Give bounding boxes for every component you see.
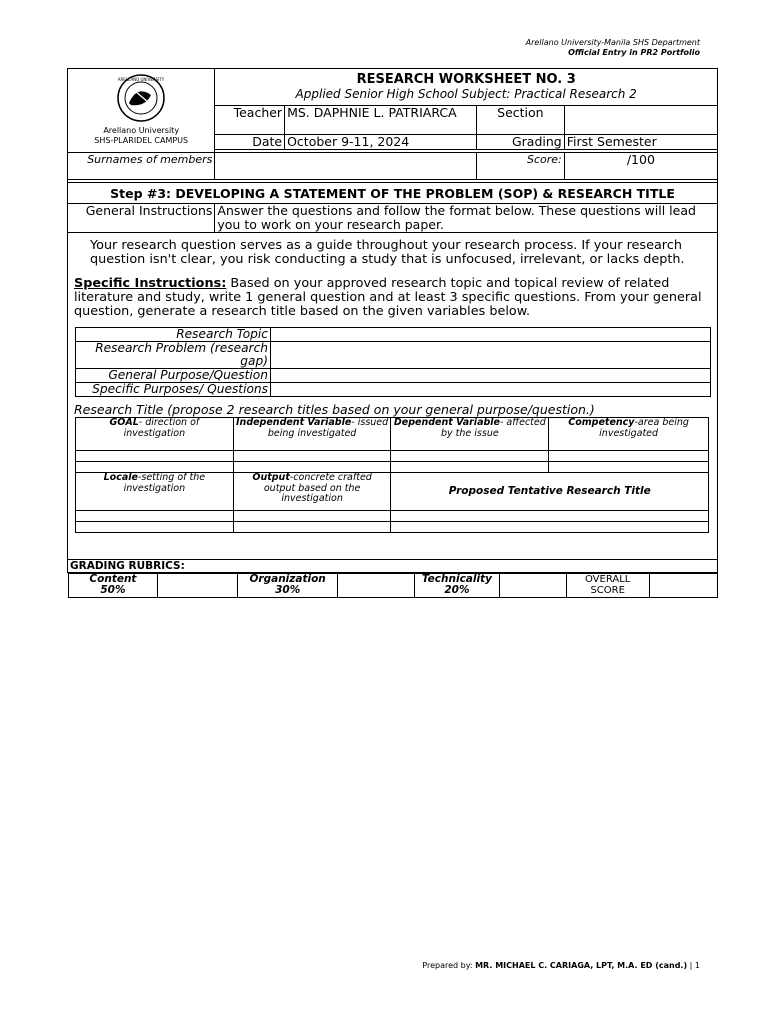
specific-instructions — [74, 277, 711, 319]
proposed-title-field-1[interactable] — [391, 511, 709, 522]
section-label: Section — [477, 106, 565, 135]
research-topic-field[interactable] — [271, 328, 711, 342]
grading-label: Grading — [477, 135, 565, 150]
table-row — [76, 369, 711, 383]
general-purpose-label: General Purpose/Question — [76, 369, 271, 383]
date-label: Date — [215, 135, 285, 150]
surnames-label: Surnames of members — [68, 153, 215, 180]
iv-field-1[interactable] — [233, 451, 391, 462]
table-row — [76, 328, 711, 342]
dv-field-2[interactable] — [391, 462, 549, 473]
grading-value: First Semester — [564, 135, 717, 150]
surnames-field[interactable] — [215, 153, 477, 180]
proposed-title-field-2[interactable] — [391, 522, 709, 533]
general-instructions-label: General Instructions — [68, 204, 215, 233]
output-header: Output-concrete crafted output based on the investigation — [233, 473, 391, 511]
general-instructions-text: Answer the questions and follow the format below. These questions will lead you to work on your research paper. — [215, 204, 718, 233]
worksheet-subtitle: Applied Senior High School Subject: Practical Research 2 — [295, 87, 637, 101]
score-label: Score: — [477, 153, 565, 180]
worksheet-title: RESEARCH WORKSHEET NO. 3 — [356, 72, 576, 87]
variables-grid — [75, 417, 709, 533]
content-criterion: Content 50% — [68, 574, 158, 598]
table-row — [76, 342, 711, 369]
logo-name-2: SHS-PLARIDEL CAMPUS — [94, 136, 189, 145]
research-problem-field[interactable] — [271, 342, 711, 369]
dv-field-1[interactable] — [391, 451, 549, 462]
research-title-label: Research Title (propose 2 research titles based on your general purpose/question.) — [74, 402, 595, 417]
specific-purposes-field[interactable] — [271, 383, 711, 397]
score-value[interactable]: /100 — [564, 153, 717, 180]
technicality-score-field[interactable] — [499, 574, 566, 598]
teacher-value: MS. DAPHNIE L. PATRIARCA — [285, 106, 477, 135]
organization-score-field[interactable] — [338, 574, 415, 598]
independent-variable-header: Independent Variable- issued being investigated — [233, 418, 391, 451]
output-field-2[interactable] — [233, 522, 391, 533]
general-purpose-field[interactable] — [271, 369, 711, 383]
goal-header: GOAL- direction of investigation — [76, 418, 234, 451]
title-cell — [215, 69, 718, 106]
teacher-label: Teacher — [215, 106, 285, 135]
page-header — [526, 38, 700, 58]
specific-instructions-text: Based on your approved research topic and topical review of related literature and study, write 1 general question and at least 3 specific questions. From your general question, generate a research title based on the given variables below. — [74, 276, 702, 319]
seal-text: ARELLANO UNIVERSITY — [117, 77, 165, 82]
section-value[interactable] — [564, 106, 717, 135]
output-field-1[interactable] — [233, 511, 391, 522]
worksheet-body — [68, 233, 718, 560]
prepared-by-label: Prepared by: — [422, 961, 476, 970]
goal-field-1[interactable] — [76, 451, 234, 462]
page-footer — [422, 961, 700, 970]
intro-paragraph: Your research question serves as a guide throughout your research process. If your research question isn't clear, you risk conducting a study that is unfocused, irrelevant, or lacks depth. — [90, 238, 685, 267]
research-table — [75, 327, 711, 397]
competency-field-2[interactable] — [549, 462, 709, 473]
date-value: October 9-11, 2024 — [285, 135, 477, 150]
preparer-name: MR. MICHAEL C. CARIAGA, LPT, M.A. ED (cand.) — [475, 961, 688, 970]
research-problem-label: Research Problem (research gap) — [76, 342, 271, 369]
goal-field-2[interactable] — [76, 462, 234, 473]
page-number: | 1 — [687, 961, 700, 970]
organization-criterion: Organization 30% — [238, 574, 338, 598]
locale-field-2[interactable] — [76, 522, 234, 533]
step-title: Step #3: DEVELOPING A STATEMENT OF THE PROBLEM (SOP) & RESEARCH TITLE — [68, 183, 718, 204]
overall-score-label: OVERALL SCORE — [566, 574, 649, 598]
proposed-title-header: Proposed Tentative Research Title — [391, 473, 709, 511]
locale-header: Locale-setting of the investigation — [76, 473, 234, 511]
specific-purposes-label: Specific Purposes/ Questions — [76, 383, 271, 397]
grading-rubrics-heading: GRADING RUBRICS: — [68, 560, 718, 573]
competency-field-1[interactable] — [549, 451, 709, 462]
logo-cell — [68, 69, 215, 153]
university-seal-icon — [111, 73, 171, 123]
logo-name-1: Arellano University — [103, 126, 180, 135]
table-row — [76, 383, 711, 397]
overall-score-field[interactable] — [649, 574, 717, 598]
iv-field-2[interactable] — [233, 462, 391, 473]
content-score-field[interactable] — [158, 574, 238, 598]
header-line-2: Official Entry in PR2 Portfolio — [568, 48, 700, 57]
technicality-criterion: Technicality 20% — [414, 574, 499, 598]
competency-header: Competency-area being investigated — [549, 418, 709, 451]
header-line-1: Arellano University-Manila SHS Department — [525, 38, 700, 47]
worksheet-header-table — [67, 68, 718, 598]
locale-field-1[interactable] — [76, 511, 234, 522]
dependent-variable-header: Dependent Variable- affected by the issue — [391, 418, 549, 451]
research-topic-label: Research Topic — [76, 328, 271, 342]
rubric-table — [68, 573, 718, 598]
specific-instructions-label: Specific Instructions: — [74, 276, 227, 291]
rubric-cell — [68, 573, 718, 599]
